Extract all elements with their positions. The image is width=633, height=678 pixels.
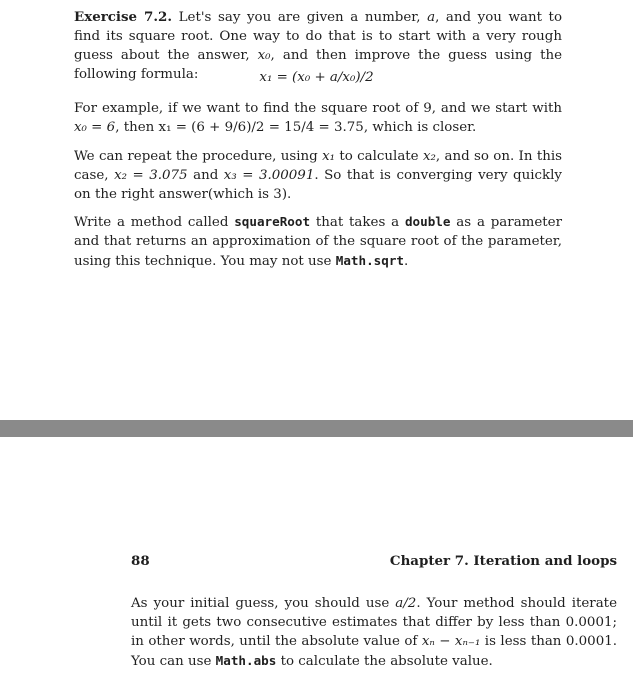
p5-text-4: to calculate the absolute value. xyxy=(276,654,493,669)
p2-eq-1: x₀ = 6 xyxy=(74,120,116,135)
p3-text-3: , and so on. In this case, xyxy=(74,149,562,183)
p3-eq-1: x₂ = 3.075 xyxy=(114,168,188,183)
type-code: double xyxy=(404,214,451,229)
exercise-label: Exercise 7.2. xyxy=(74,9,173,25)
p4-text-2: that takes a xyxy=(310,215,405,230)
page-bottom xyxy=(0,437,633,678)
p1-text: Let's say you are given a number, xyxy=(172,10,428,25)
formula: x₁ = (x₀ + a/x₀)/2 xyxy=(259,70,374,85)
p4-text: Write a method called xyxy=(74,215,235,230)
p2-text-2: , then xyxy=(115,120,159,135)
p3-x1: x₁ xyxy=(322,149,336,164)
method-name-code: squareRoot xyxy=(234,214,311,229)
page-divider xyxy=(0,420,633,437)
p3-text-5: . So that is converging very quickly on the right answer(which is 3). xyxy=(74,168,563,202)
p1-var-x0: x₀ xyxy=(257,48,271,63)
p3-text-4: and xyxy=(187,168,224,183)
exercise-paragraph-3 xyxy=(74,147,562,204)
exercise-paragraph-5 xyxy=(131,594,617,671)
p5-diff: xₙ − xₙ₋₁ xyxy=(421,634,481,649)
p3-x2: x₂ xyxy=(422,149,436,164)
p4-text-4: . xyxy=(404,254,409,269)
p1-var-a: a xyxy=(427,10,436,25)
p3-eq-2: x₃ = 3.00091 xyxy=(223,168,315,183)
sqrt-code: Math.sqrt xyxy=(335,253,404,268)
chapter-title: Chapter 7. Iteration and loops xyxy=(389,553,617,569)
p5-text-3: is less than 0.0001. You can use xyxy=(131,634,617,669)
exercise-paragraph-2 xyxy=(74,99,562,137)
p2-text-3: , which is closer. xyxy=(363,120,477,135)
exercise-paragraph-4 xyxy=(74,212,562,271)
p5-text: As your initial guess, you should use xyxy=(131,596,396,611)
p1-text-2: , and you want to find its square root. One way to do that is to start with a very rough guess about the answer, xyxy=(74,10,563,63)
p2-text: For example, if we want to find the square root of 9, and we start with xyxy=(74,101,562,116)
p3-text: We can repeat the procedure, using xyxy=(74,149,323,164)
page-number: 88 xyxy=(131,553,150,569)
p1-text-3: , and then improve the guess using the following formula: xyxy=(74,48,562,82)
p5-text-2: . Your method should iterate until it gets two consecutive estimates that differ by less than 0.0001; in other words, until the absolute value of xyxy=(131,596,617,649)
abs-code: Math.abs xyxy=(215,653,277,668)
p4-text-3: as a parameter and that returns an approximation of the square root of the parameter, using this technique. You may not use xyxy=(74,215,563,269)
p3-text-2: to calculate xyxy=(335,149,423,164)
p2-eq-2: x₁ = (6 + 9/6)/2 = 15/4 = 3.75 xyxy=(158,120,364,135)
p5-a-half: a/2 xyxy=(395,596,417,611)
